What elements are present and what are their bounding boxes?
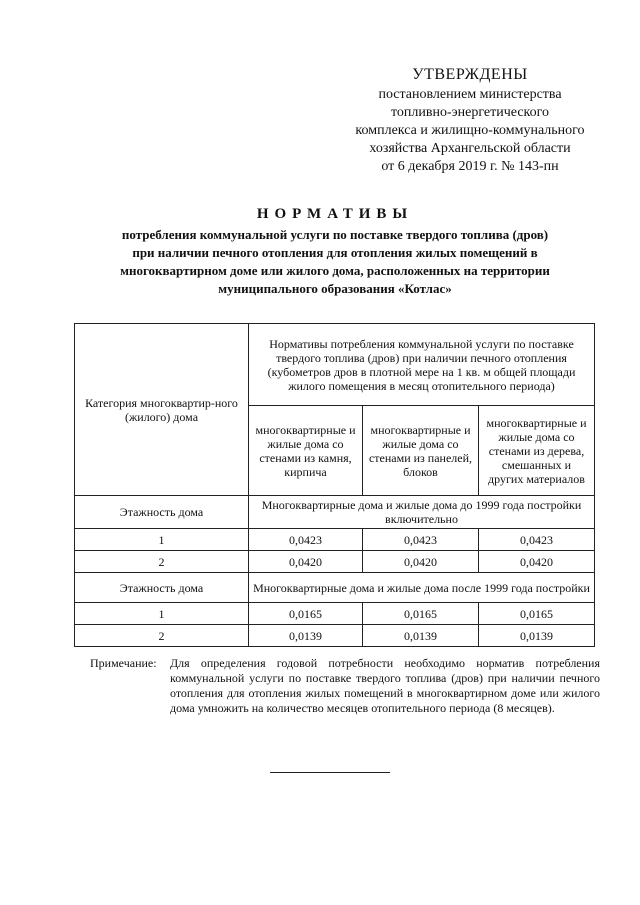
norm-value: 0,0165 bbox=[479, 603, 595, 625]
approval-line: постановлением министерства bbox=[378, 87, 562, 102]
floors-label: Этажность дома bbox=[75, 496, 249, 529]
norm-value: 0,0139 bbox=[363, 625, 479, 647]
norm-value: 0,0139 bbox=[249, 625, 363, 647]
wall-type-panel: многоквартирные и жилые дома со стенами из панелей, блоков bbox=[363, 406, 479, 496]
norm-value: 0,0420 bbox=[479, 551, 595, 573]
table-row bbox=[75, 529, 595, 551]
norm-value: 0,0165 bbox=[249, 603, 363, 625]
norm-value: 0,0139 bbox=[479, 625, 595, 647]
subtitle-line: муниципального образования «Котлас» bbox=[218, 281, 452, 296]
floors-value: 1 bbox=[75, 529, 249, 551]
approval-heading: УТВЕРЖДЕНЫ bbox=[412, 66, 528, 83]
section-header-row bbox=[75, 496, 595, 529]
floors-value: 1 bbox=[75, 603, 249, 625]
note-text: Для определения годовой потребности необходимо норматив потребления коммунальной услуги по поставке твердого топлива (дров) при наличии печного отопления для отопления жилых помещений в многоквартирном доме или жилого дома умножить на количество месяцев отопительного периода (8 месяцев). bbox=[170, 656, 600, 715]
wall-type-wood: многоквартирные и жилые дома со стенами из дерева, смешанных и других материалов bbox=[479, 406, 595, 496]
approval-line: комплекса и жилищно-коммунального bbox=[355, 123, 585, 138]
norms-header: Нормативы потребления коммунальной услуги по поставке твердого топлива (дров) при наличии печного отопления (кубометров дров в плотной мере на 1 кв. м общей площади жилого помещения в месяц отопительного периода) bbox=[249, 324, 595, 406]
table-row bbox=[75, 551, 595, 573]
wall-type-stone: многоквартирные и жилые дома со стенами из камня, кирпича bbox=[249, 406, 363, 496]
subtitle-line: многоквартирном доме или жилого дома, расположенных на территории bbox=[120, 263, 550, 278]
note-label: Примечание: bbox=[90, 656, 157, 670]
floors-value: 2 bbox=[75, 551, 249, 573]
floors-value: 2 bbox=[75, 625, 249, 647]
category-header: Категория многоквартир-ного (жилого) дома bbox=[75, 324, 249, 496]
title-block bbox=[70, 206, 600, 298]
closing-rule bbox=[270, 772, 390, 773]
section-header-row bbox=[75, 573, 595, 603]
norm-value: 0,0423 bbox=[363, 529, 479, 551]
approval-block bbox=[320, 66, 620, 176]
table-row bbox=[75, 625, 595, 647]
norm-value: 0,0420 bbox=[363, 551, 479, 573]
approval-line: топливно-энергетического bbox=[390, 105, 550, 120]
norm-value: 0,0423 bbox=[479, 529, 595, 551]
norm-value: 0,0423 bbox=[249, 529, 363, 551]
table-row bbox=[75, 603, 595, 625]
document-title: НОРМАТИВЫ bbox=[256, 206, 414, 222]
period-label: Многоквартирные дома и жилые дома до 1999 года постройки включительно bbox=[249, 496, 595, 529]
period-label: Многоквартирные дома и жилые дома после 1999 года постройки bbox=[249, 573, 595, 603]
norm-value: 0,0420 bbox=[249, 551, 363, 573]
subtitle-line: потребления коммунальной услуги по поставке твердого топлива (дров) bbox=[121, 227, 549, 242]
note-block bbox=[90, 656, 600, 716]
floors-label: Этажность дома bbox=[75, 573, 249, 603]
approval-line: от 6 декабря 2019 г. № 143-пн bbox=[381, 159, 559, 174]
norms-table bbox=[74, 323, 595, 647]
approval-line: хозяйства Архангельской области bbox=[369, 141, 571, 156]
norm-value: 0,0165 bbox=[363, 603, 479, 625]
subtitle-line: при наличии печного отопления для отопления жилых помещений в bbox=[132, 245, 538, 260]
